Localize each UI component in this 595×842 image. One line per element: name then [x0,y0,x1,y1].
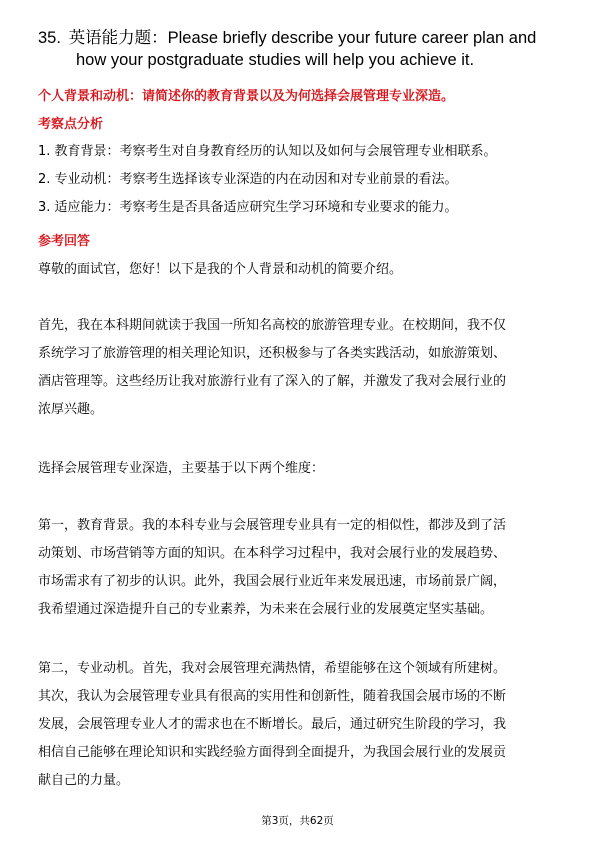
question-title [38,27,568,71]
paragraph-line: 其次，我认为会展管理专业具有很高的实用性和创新性，随着我国会展市场的不断 [38,689,507,704]
answer-paragraph-3 [38,512,558,624]
paragraph-line: 发展，会展管理专业人才的需求也在不断增长。最后，通过研究生阶段的学习，我 [38,717,507,732]
analysis-point: 3. 适应能力：考察考生是否具备适应研究生学习环境和专业要求的能力。 [38,200,458,215]
prompt-heading: 个人背景和动机：请简述你的教育背景以及为何选择会展管理专业深造。 [38,89,455,104]
paragraph-line: 系统学习了旅游管理的相关理论知识，还积极参与了各类实践活动，如旅游策划、 [38,346,507,361]
paragraph-line: 相信自己能够在理论知识和实践经验方面得到全面提升，为我国会展行业的发展贡 [38,745,507,760]
question-line-2: how your postgraduate studies will help you achieve it. [76,51,475,69]
paragraph-line: 市场需求有了初步的认识。此外，我国会展行业近年来发展迅速，市场前景广阔， [38,574,507,589]
paragraph-line: 第二，专业动机。首先，我对会展管理充满热情，希望能够在这个领域有所建树。 [38,661,507,676]
question-number: 35. [38,29,61,47]
paragraph-line: 酒店管理等。这些经历让我对旅游行业有了深入的了解，并激发了我对会展行业的 [38,374,507,389]
answer-greeting: 尊敬的面试官，您好！以下是我的个人背景和动机的简要介绍。 [38,262,403,277]
answer-paragraph-1 [38,312,558,424]
paragraph-line: 献自己的力量。 [38,773,130,788]
paragraph-line: 第一，教育背景。我的本科专业与会展管理专业具有一定的相似性，都涉及到了活 [38,518,507,533]
paragraph-line: 选择会展管理专业深造，主要基于以下两个维度： [38,461,325,476]
analysis-heading: 考察点分析 [38,117,104,132]
paragraph-line: 动策划、市场营销等方面的知识。在本科学习过程中，我对会展行业的发展趋势、 [38,546,507,561]
paragraph-line: 浓厚兴趣。 [38,402,104,417]
paragraph-line: 首先，我在本科期间就读于我国一所知名高校的旅游管理专业。在校期间，我不仅 [38,318,507,333]
answer-paragraph-4 [38,655,558,795]
answer-heading: 参考回答 [38,234,91,249]
page-footer: 第3页，共62页 [261,815,334,827]
answer-paragraph-2 [38,455,558,483]
analysis-point: 1. 教育背景：考察考生对自身教育经历的认知以及如何与会展管理专业相联系。 [38,144,497,159]
paragraph-line: 我希望通过深造提升自己的专业素养，为未来在会展行业的发展奠定坚实基础。 [38,602,494,617]
analysis-point: 2. 专业动机：考察考生选择该专业深造的内在动因和对专业前景的看法。 [38,172,458,187]
question-line-1: 英语能力题：Please briefly describe your future career plan and [68,29,537,47]
